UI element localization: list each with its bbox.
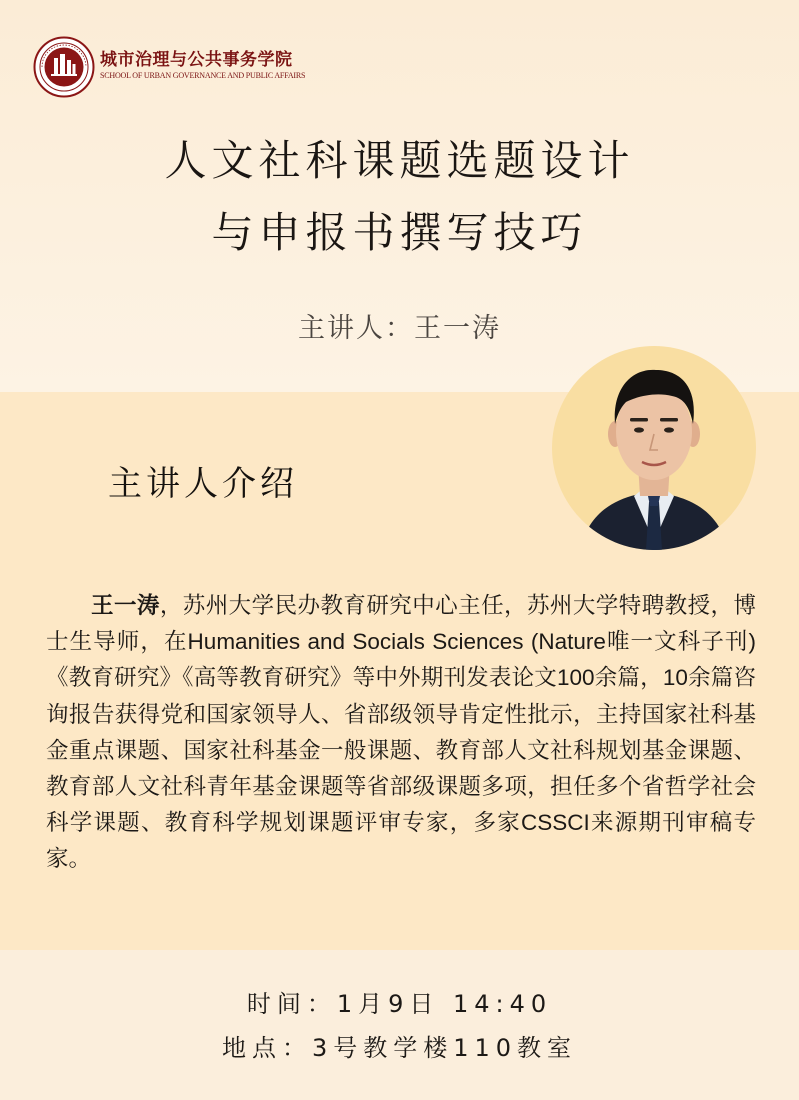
speaker-name: 王一涛 — [91, 593, 160, 618]
speaker-portrait — [552, 346, 756, 550]
speaker-line: 主讲人：王一涛 — [298, 313, 501, 344]
school-name — [100, 50, 340, 81]
school-logo-icon — [33, 36, 95, 98]
speaker-bio — [46, 588, 756, 878]
school-name-cn: 城市治理与公共事务学院 — [100, 50, 293, 70]
bottom-background — [0, 950, 799, 1100]
intro-heading: 主讲人介绍 — [108, 464, 298, 504]
event-time: 时间：1月9日 14:40 — [246, 990, 553, 1018]
poster-title-line1: 人文社科课题选题设计 — [164, 136, 635, 185]
poster-title-line2: 与申报书撰写技巧 — [211, 208, 588, 257]
speaker-bio-text: ，苏州大学民办教育研究中心主任，苏州大学特聘教授，博士生导师，在Humanities and Socials Sciences (Nature唯一文科子刊)《教育研究》《高等教育研究》等中外期刊发表论文100余篇，10余篇咨询报告获得党和国家领导人、省部级领导肯定性批示，主持国家社科基金重点课题、国家社科基金一般课题、教育部人文社科规划基金课题、教育部人文社科青年基金课题等省部级课题多项，担任多个省哲学社会科学课题、教育科学规划课题评审专家，多家CSSCI来源期刊审稿专家。 — [46, 593, 756, 872]
event-place: 地点：3号教学楼110教室 — [221, 1034, 578, 1062]
school-name-en: SCHOOL OF URBAN GOVERNANCE AND PUBLIC AFFAIRS — [100, 71, 306, 80]
